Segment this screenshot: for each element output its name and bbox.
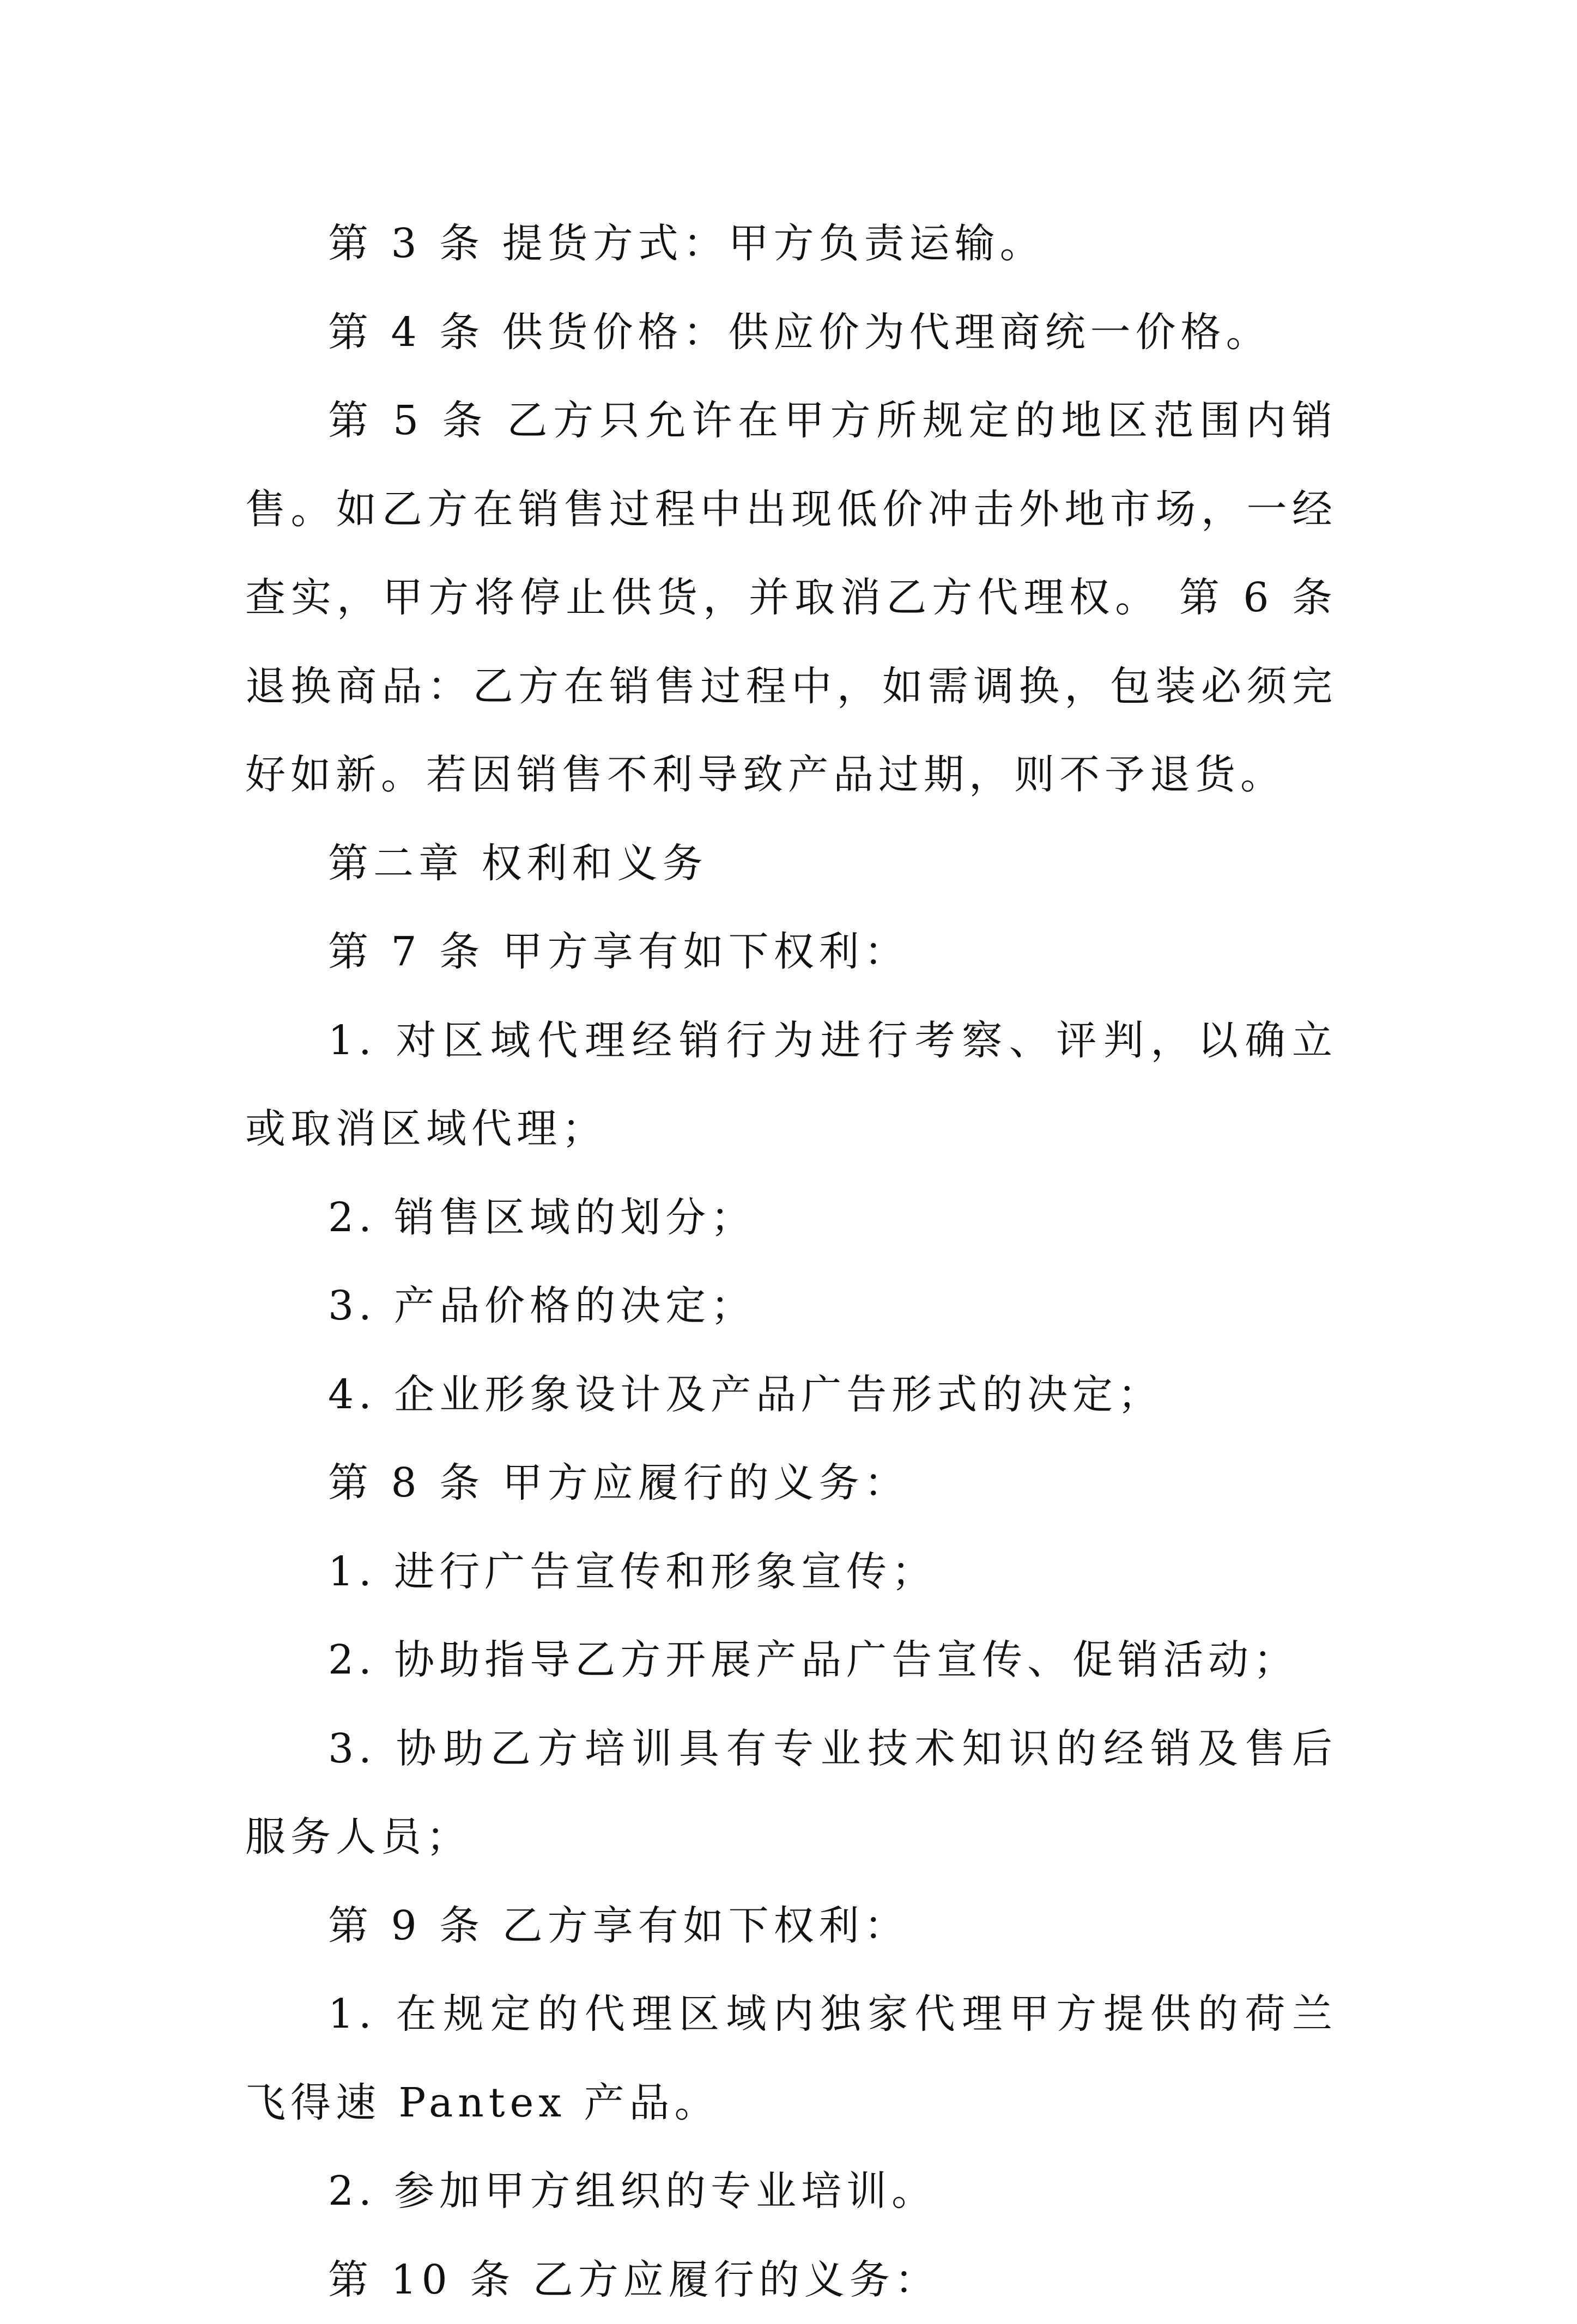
- chapter-heading: 第二章 权利和义务: [245, 819, 1337, 908]
- list-item: 1. 对区域代理经销行为进行考察、评判，以确立或取消区域代理；: [245, 996, 1337, 1173]
- list-item: 2. 协助指导乙方开展产品广告宣传、促销活动；: [245, 1616, 1337, 1705]
- paragraph-article-10: 第 10 条 乙方应履行的义务：: [245, 2236, 1337, 2324]
- paragraph-article-3: 第 3 条 提货方式：甲方负责运输。: [245, 199, 1337, 288]
- list-item: 2. 参加甲方组织的专业培训。: [245, 2147, 1337, 2236]
- paragraph-article-5-6: 第 5 条 乙方只允许在甲方所规定的地区范围内销售。如乙方在销售过程中出现低价冲击外地市场，一经查实，甲方将停止供货，并取消乙方代理权。 第 6 条 退换商品：乙方在销售过程中，如需调换，包装必须完好如新。若因销售不利导致产品过期，则不予退货。: [245, 376, 1337, 819]
- paragraph-article-4: 第 4 条 供货价格：供应价为代理商统一价格。: [245, 288, 1337, 377]
- list-item: 4. 企业形象设计及产品广告形式的决定；: [245, 1350, 1337, 1439]
- list-item: 1. 进行广告宣传和形象宣传；: [245, 1528, 1337, 1616]
- paragraph-article-7: 第 7 条 甲方享有如下权利：: [245, 908, 1337, 996]
- list-item: 3. 产品价格的决定；: [245, 1262, 1337, 1350]
- paragraph-article-8: 第 8 条 甲方应履行的义务：: [245, 1439, 1337, 1528]
- list-item: 2. 销售区域的划分；: [245, 1173, 1337, 1262]
- list-item: 3. 协助乙方培训具有专业技术知识的经销及售后服务人员；: [245, 1705, 1337, 1882]
- paragraph-article-9: 第 9 条 乙方享有如下权利：: [245, 1882, 1337, 1970]
- document-body: [245, 199, 1337, 2324]
- list-item: 1. 在规定的代理区域内独家代理甲方提供的荷兰飞得速 Pantex 产品。: [245, 1970, 1337, 2147]
